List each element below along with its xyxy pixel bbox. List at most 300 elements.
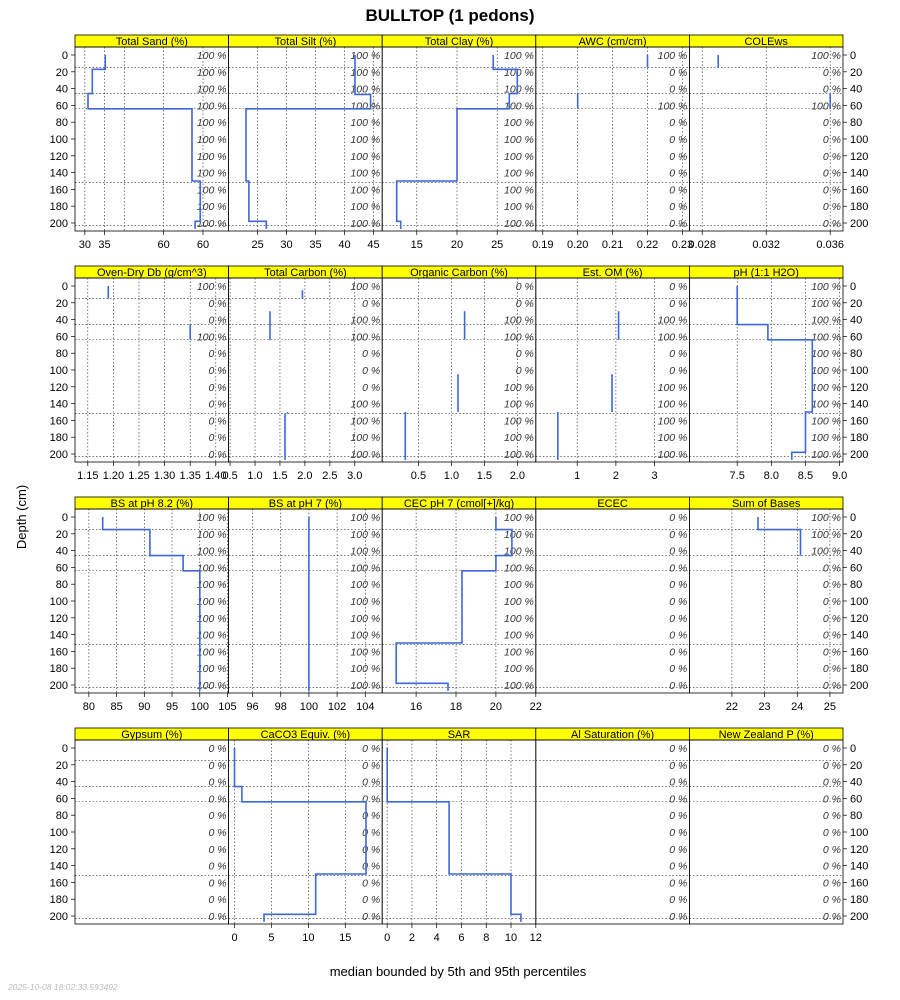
y-tick-label: 120: [850, 150, 869, 163]
percent-label: 100 %: [504, 184, 534, 197]
x-tick-label: 10: [302, 932, 315, 944]
y-tick-label: 0: [850, 512, 857, 524]
percent-label: 0 %: [669, 877, 688, 890]
percent-label: 0 %: [669, 297, 688, 310]
percent-label: 100 %: [196, 134, 227, 146]
timestamp: 2025-10-08 18:02:33.593492: [8, 982, 118, 992]
panel-frame: [536, 509, 690, 693]
percent-label: 100 %: [196, 100, 227, 113]
x-tick-label: 0.032: [752, 239, 780, 251]
percent-label: 100 %: [811, 381, 841, 394]
percent-label: 100 %: [350, 184, 381, 197]
percent-label: 0 %: [822, 612, 841, 625]
x-tick-label: 8.0: [763, 470, 779, 482]
percent-label: 100 %: [811, 415, 841, 428]
y-tick-label: 20: [55, 66, 68, 79]
y-tick-label: 60: [850, 562, 863, 575]
percent-label: 100 %: [504, 612, 534, 625]
x-tick-label: 25: [823, 701, 837, 713]
x-tick-label: 12: [529, 932, 542, 944]
percent-label: 0 %: [362, 860, 381, 873]
panel-frame: [75, 278, 229, 462]
percent-label: 100 %: [350, 314, 381, 327]
x-tick-label: 1.40: [205, 470, 227, 482]
y-tick-label: 200: [49, 218, 68, 230]
percent-label: 100 %: [350, 415, 381, 428]
x-tick-label: 100: [190, 701, 209, 713]
percent-label: 0 %: [669, 150, 688, 163]
percent-label: 0 %: [362, 365, 381, 377]
panel: [229, 728, 383, 944]
percent-label: 100 %: [811, 314, 841, 327]
percent-label: 0 %: [208, 911, 227, 923]
panel-frame: [536, 740, 690, 924]
percent-label: 100 %: [504, 562, 534, 575]
x-tick-label: 0: [231, 932, 238, 944]
percent-label: 100 %: [350, 449, 381, 461]
y-tick-label: 40: [850, 314, 863, 327]
x-tick-label: 7.5: [729, 470, 745, 482]
percent-label: 100 %: [811, 449, 841, 461]
percent-label: 0 %: [669, 201, 688, 214]
y-tick-label: 160: [49, 646, 68, 659]
y-tick-label: 140: [850, 398, 869, 411]
percent-label: 100 %: [196, 512, 227, 524]
percent-label: 0 %: [669, 810, 688, 823]
x-tick-label: 2.5: [322, 470, 338, 482]
x-tick-label: 105: [218, 701, 237, 713]
percent-label: 0 %: [208, 398, 227, 411]
percent-label: 0 %: [362, 810, 381, 823]
y-tick-label: 140: [49, 629, 68, 642]
panel: [382, 497, 542, 713]
profile-line: [387, 748, 521, 922]
y-tick-label: 120: [49, 612, 68, 625]
y-tick-label: 180: [49, 663, 68, 676]
percent-label: 100 %: [350, 117, 381, 130]
percent-label: 100 %: [350, 134, 381, 146]
panel-title: AWC (cm/cm): [578, 36, 647, 48]
percent-label: 100 %: [196, 281, 227, 293]
percent-label: 100 %: [657, 398, 688, 411]
y-tick-label: 60: [55, 793, 68, 806]
percent-label: 100 %: [350, 83, 381, 96]
percent-label: 0 %: [669, 83, 688, 96]
x-tick-label: 1.0: [443, 470, 460, 482]
x-axis-label: median bounded by 5th and 95th percentiles: [329, 964, 587, 979]
y-tick-label: 60: [850, 793, 863, 806]
x-tick-label: 40: [338, 239, 351, 251]
y-tick-label: 0: [850, 281, 857, 293]
y-tick-label: 80: [850, 348, 863, 361]
percent-label: 100 %: [504, 314, 534, 327]
x-tick-label: 98: [274, 701, 287, 713]
percent-label: 0 %: [362, 877, 381, 890]
percent-label: 0 %: [822, 184, 841, 197]
percent-label: 100 %: [350, 218, 381, 230]
y-tick-label: 100: [49, 365, 68, 377]
y-tick-label: 60: [55, 562, 68, 575]
percent-label: 0 %: [669, 167, 688, 180]
panel-frame: [75, 740, 229, 924]
y-tick-label: 140: [49, 860, 68, 873]
percent-label: 0 %: [208, 314, 227, 327]
percent-label: 0 %: [669, 911, 688, 923]
x-tick-label: 20: [489, 701, 503, 713]
y-tick-label: 80: [55, 348, 68, 361]
x-tick-label: 1.5: [476, 470, 493, 482]
percent-label: 0 %: [822, 117, 841, 130]
percent-label: 100 %: [196, 579, 227, 592]
x-tick-label: 1.15: [77, 470, 99, 482]
x-tick-label: 0: [384, 932, 391, 944]
x-tick-label: 100: [299, 701, 319, 713]
percent-label: 0 %: [208, 432, 227, 445]
y-tick-label: 20: [55, 297, 68, 310]
percent-label: 0 %: [822, 83, 841, 96]
percent-label: 100 %: [196, 629, 227, 642]
profile-line: [397, 55, 518, 229]
panel: [382, 266, 536, 482]
panel-frame: [382, 740, 536, 924]
y-tick-label: 20: [850, 66, 863, 79]
percent-label: 100 %: [196, 150, 227, 163]
percent-label: 0 %: [822, 646, 841, 659]
y-tick-label: 160: [49, 877, 68, 890]
percent-label: 100 %: [504, 398, 534, 411]
percent-label: 100 %: [657, 331, 688, 344]
percent-label: 0 %: [822, 596, 841, 608]
y-tick-label: 120: [850, 843, 869, 856]
percent-label: 0 %: [208, 759, 227, 772]
percent-label: 100 %: [196, 596, 227, 608]
panel: [536, 266, 690, 482]
percent-label: 100 %: [811, 398, 841, 411]
percent-label: 100 %: [196, 663, 227, 676]
x-tick-label: 0.036: [816, 239, 844, 251]
percent-label: 0 %: [208, 415, 227, 428]
percent-label: 0 %: [822, 860, 841, 873]
y-tick-label: 20: [55, 759, 68, 772]
percent-label: 0 %: [822, 911, 841, 923]
x-tick-label: 0.028: [688, 239, 716, 251]
percent-label: 100 %: [657, 381, 688, 394]
percent-label: 0 %: [822, 743, 841, 755]
y-tick-label: 80: [55, 579, 68, 592]
x-tick-label: 3: [651, 470, 658, 482]
percent-label: 100 %: [504, 83, 534, 96]
percent-label: 0 %: [362, 843, 381, 856]
percent-label: 0 %: [362, 894, 381, 907]
percent-label: 0 %: [362, 776, 381, 789]
percent-label: 100 %: [504, 528, 534, 541]
y-tick-label: 200: [850, 218, 869, 230]
panel-title: Total Sand (%): [115, 36, 188, 48]
y-tick-label: 20: [55, 528, 68, 541]
y-tick-label: 160: [850, 415, 869, 428]
y-axis-label: Depth (cm): [14, 484, 29, 550]
percent-label: 0 %: [669, 743, 688, 755]
y-tick-label: 100: [49, 134, 68, 146]
x-tick-label: 23: [758, 701, 771, 713]
y-tick-label: 200: [49, 911, 68, 923]
percent-label: 100 %: [504, 331, 534, 344]
percent-label: 0 %: [822, 579, 841, 592]
percent-label: 0 %: [669, 365, 688, 377]
x-tick-label: 4: [433, 932, 440, 944]
y-tick-label: 140: [49, 398, 68, 411]
x-tick-label: 25: [491, 239, 504, 251]
percent-label: 0 %: [669, 680, 688, 692]
x-tick-label: 1.5: [272, 470, 288, 482]
x-tick-label: 0.5: [410, 470, 427, 482]
panel-title: Organic Carbon (%): [410, 267, 508, 279]
panel-title: BS at pH 7 (%): [268, 498, 343, 510]
percent-label: 100 %: [350, 663, 381, 676]
y-tick-label: 120: [850, 612, 869, 625]
percent-label: 100 %: [350, 432, 381, 445]
panel-frame: [689, 740, 843, 924]
panel-title: Sum of Bases: [731, 498, 801, 510]
y-tick-label: 60: [55, 331, 68, 344]
y-tick-label: 40: [850, 83, 863, 96]
percent-label: 100 %: [504, 432, 534, 445]
percent-label: 100 %: [504, 150, 534, 163]
percent-label: 100 %: [350, 201, 381, 214]
x-tick-label: 1.25: [128, 470, 150, 482]
panel-frame: [229, 740, 383, 924]
percent-label: 0 %: [822, 680, 841, 692]
percent-label: 100 %: [811, 528, 841, 541]
panel: [536, 497, 690, 693]
x-tick-label: 10: [504, 932, 518, 944]
percent-label: 0 %: [515, 365, 534, 377]
percent-label: 100 %: [350, 100, 381, 113]
percent-label: 0 %: [822, 827, 841, 839]
y-tick-label: 140: [49, 167, 68, 180]
percent-label: 100 %: [504, 629, 534, 642]
percent-label: 0 %: [208, 810, 227, 823]
percent-label: 100 %: [504, 167, 534, 180]
x-tick-label: 2: [408, 932, 415, 944]
y-tick-label: 80: [850, 117, 863, 130]
percent-label: 100 %: [811, 348, 841, 361]
percent-label: 0 %: [362, 911, 381, 923]
percent-label: 0 %: [362, 348, 381, 361]
percent-label: 100 %: [504, 512, 534, 524]
x-tick-label: 0.21: [601, 239, 624, 251]
percent-label: 100 %: [657, 432, 688, 445]
percent-label: 0 %: [669, 776, 688, 789]
percent-label: 100 %: [196, 646, 227, 659]
percent-label: 100 %: [196, 50, 227, 62]
y-tick-label: 20: [850, 528, 863, 541]
percent-label: 0 %: [208, 843, 227, 856]
percent-label: 0 %: [669, 218, 688, 230]
panel-title: Total Carbon (%): [264, 267, 347, 279]
percent-label: 0 %: [208, 743, 227, 755]
percent-label: 100 %: [504, 680, 534, 692]
panel: [229, 35, 383, 251]
percent-label: 100 %: [196, 83, 227, 96]
percent-label: 100 %: [811, 512, 841, 524]
y-tick-label: 0: [61, 743, 68, 755]
panel: [382, 35, 536, 251]
percent-label: 0 %: [669, 793, 688, 806]
percent-label: 0 %: [362, 381, 381, 394]
percent-label: 0 %: [822, 150, 841, 163]
percent-label: 0 %: [208, 894, 227, 907]
y-tick-label: 80: [850, 810, 863, 823]
y-tick-label: 200: [850, 449, 869, 461]
panel-title: ECEC: [597, 498, 628, 510]
y-tick-label: 0: [850, 743, 857, 755]
percent-label: 100 %: [350, 545, 381, 558]
percent-label: 100 %: [657, 100, 688, 113]
y-tick-label: 200: [850, 911, 869, 923]
panel: [689, 497, 868, 713]
panel-title: CaCO3 Equiv. (%): [260, 729, 351, 741]
percent-label: 0 %: [822, 810, 841, 823]
y-tick-label: 140: [850, 629, 869, 642]
percent-label: 100 %: [196, 167, 227, 180]
panel-title: BS at pH 8.2 (%): [110, 498, 194, 510]
percent-label: 0 %: [822, 843, 841, 856]
x-tick-label: 0.5: [222, 470, 238, 482]
percent-label: 0 %: [669, 134, 688, 146]
percent-label: 100 %: [811, 365, 841, 377]
percent-label: 0 %: [822, 793, 841, 806]
y-tick-label: 160: [850, 877, 869, 890]
panel-title: COLEws: [744, 36, 788, 48]
x-tick-label: 2.0: [509, 470, 525, 482]
y-tick-label: 0: [61, 281, 68, 293]
percent-label: 0 %: [669, 629, 688, 642]
percent-label: 0 %: [208, 297, 227, 310]
percent-label: 0 %: [515, 348, 534, 361]
panel-title: Total Silt (%): [274, 36, 337, 48]
percent-label: 100 %: [504, 449, 534, 461]
y-tick-label: 80: [850, 579, 863, 592]
panel-title: Al Saturation (%): [571, 729, 655, 741]
percent-label: 0 %: [669, 759, 688, 772]
percent-label: 100 %: [504, 117, 534, 130]
x-tick-label: 8: [483, 932, 490, 944]
y-tick-label: 100: [49, 827, 68, 839]
percent-label: 0 %: [208, 877, 227, 890]
panel-title: Oven-Dry Db (g/cm^3): [96, 267, 207, 279]
y-tick-label: 120: [49, 150, 68, 163]
y-tick-label: 140: [850, 167, 869, 180]
y-tick-label: 0: [61, 512, 68, 524]
panel: [50, 497, 237, 713]
percent-label: 0 %: [669, 843, 688, 856]
y-tick-label: 100: [850, 134, 869, 146]
profile-line: [103, 517, 200, 691]
panel: [688, 35, 868, 251]
panel-title: pH (1:1 H2O): [733, 267, 799, 279]
percent-label: 0 %: [822, 66, 841, 79]
x-tick-label: 90: [138, 701, 151, 713]
x-tick-label: 2: [612, 470, 619, 482]
percent-label: 0 %: [822, 759, 841, 772]
percent-label: 0 %: [208, 365, 227, 377]
percent-label: 100 %: [350, 150, 381, 163]
y-tick-label: 160: [850, 646, 869, 659]
percent-label: 0 %: [822, 218, 841, 230]
panel: [689, 266, 868, 482]
y-tick-label: 60: [55, 100, 68, 113]
percent-label: 0 %: [362, 297, 381, 310]
x-tick-label: 2.0: [297, 470, 313, 482]
y-tick-label: 160: [49, 184, 68, 197]
profile-line: [396, 517, 512, 691]
x-tick-label: 30: [78, 239, 91, 251]
panel-grid: [50, 35, 869, 944]
x-tick-label: 15: [339, 932, 352, 944]
percent-label: 100 %: [811, 50, 841, 62]
y-tick-label: 0: [850, 50, 857, 62]
percent-label: 0 %: [669, 827, 688, 839]
x-tick-label: 95: [165, 701, 179, 713]
percent-label: 100 %: [811, 432, 841, 445]
percent-label: 0 %: [822, 894, 841, 907]
percent-label: 100 %: [504, 663, 534, 676]
percent-label: 0 %: [822, 562, 841, 575]
panel-title: Total Clay (%): [424, 36, 494, 48]
percent-label: 0 %: [669, 528, 688, 541]
x-tick-label: 60: [196, 239, 210, 251]
x-tick-label: 9.0: [831, 470, 848, 482]
y-tick-label: 180: [49, 201, 68, 214]
y-tick-label: 40: [55, 83, 68, 96]
x-tick-label: 1: [574, 470, 581, 482]
y-tick-label: 100: [850, 596, 869, 608]
percent-label: 0 %: [822, 629, 841, 642]
percent-label: 100 %: [350, 629, 381, 642]
y-tick-label: 180: [850, 663, 869, 676]
percent-label: 100 %: [350, 579, 381, 592]
panel-title: Est. OM (%): [582, 267, 643, 279]
percent-label: 0 %: [669, 281, 688, 293]
percent-label: 0 %: [515, 297, 534, 310]
y-tick-label: 140: [850, 860, 869, 873]
percent-label: 100 %: [350, 680, 381, 692]
y-tick-label: 100: [850, 827, 869, 839]
percent-label: 100 %: [504, 415, 534, 428]
percent-label: 100 %: [196, 680, 227, 692]
percent-label: 100 %: [350, 66, 381, 79]
panel: [532, 35, 693, 251]
y-tick-label: 40: [850, 545, 863, 558]
x-tick-label: 8.5: [797, 470, 814, 482]
percent-label: 100 %: [657, 50, 688, 62]
percent-label: 100 %: [350, 512, 381, 524]
panel: [689, 728, 868, 924]
percent-label: 0 %: [822, 134, 841, 146]
percent-label: 0 %: [669, 66, 688, 79]
percent-label: 0 %: [669, 184, 688, 197]
y-tick-label: 20: [850, 297, 863, 310]
percent-label: 0 %: [822, 201, 841, 214]
y-tick-label: 60: [850, 100, 863, 113]
percent-label: 0 %: [208, 827, 227, 839]
x-tick-label: 3.0: [347, 470, 363, 482]
x-tick-label: 1.20: [102, 470, 125, 482]
x-tick-label: 1.35: [179, 470, 201, 482]
percent-label: 100 %: [196, 331, 227, 344]
percent-label: 0 %: [822, 776, 841, 789]
